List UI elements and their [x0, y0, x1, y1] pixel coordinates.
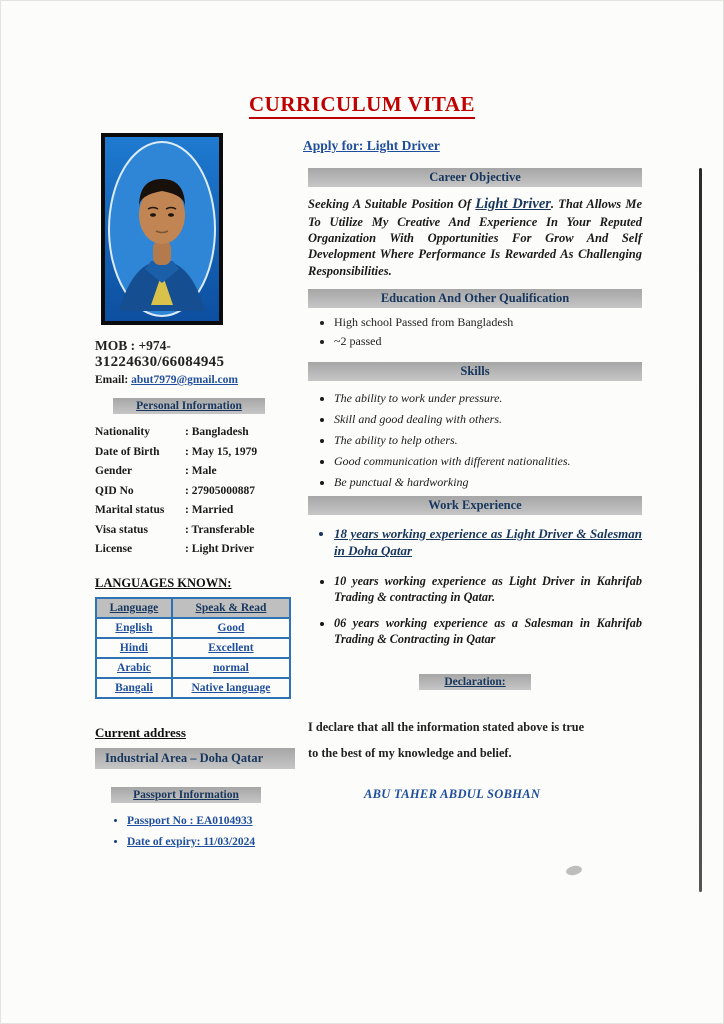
- row-label: License: [95, 543, 133, 555]
- personal-row: [95, 443, 300, 463]
- languages-col-level: Speak & Read: [172, 598, 290, 618]
- skill-item: • The ability to work under pressure.: [334, 391, 642, 406]
- skills-list: [308, 391, 642, 490]
- passport-expiry-text: Date of expiry: 11/03/2024: [127, 835, 256, 848]
- scan-artifact-smudge: [565, 864, 583, 876]
- language-name: Bangali: [96, 678, 172, 698]
- personal-info-header: [113, 398, 265, 414]
- language-name: Arabic: [96, 658, 172, 678]
- career-objective-header: Career Objective: [308, 168, 642, 187]
- portrait-photo: [101, 133, 223, 325]
- language-name: Hindi: [96, 638, 172, 658]
- work-experience-header: Work Experience: [308, 496, 642, 515]
- language-name: English: [96, 618, 172, 638]
- left-column: [95, 133, 300, 857]
- declaration-header: [419, 674, 531, 690]
- declaration-line-2: to the best of my knowledge and belief.: [308, 745, 512, 760]
- email-line: [95, 374, 300, 386]
- signature-name: ABU TAHER ABDUL SOBHAN: [364, 786, 541, 801]
- page-title-text: CURRICULUM VITAE: [249, 92, 475, 119]
- page-title: [0, 92, 724, 117]
- contact-block: [95, 338, 300, 371]
- row-label: QID No: [95, 484, 134, 497]
- language-level: Good: [172, 618, 290, 638]
- language-level: Native language: [172, 678, 290, 698]
- apply-for-line: Apply for: Light Driver: [303, 138, 440, 153]
- passport-number-text: Passport No : EA0104933: [127, 814, 253, 827]
- language-row: [96, 618, 290, 638]
- email-link[interactable]: abut7979@gmail.com: [131, 374, 238, 386]
- language-row: [96, 638, 290, 658]
- work-experience-item: • 06 years working experience as a Salesman in Kahrifab Trading & Contracting in Qatar: [334, 615, 642, 648]
- language-level: normal: [172, 658, 290, 678]
- skills-header: Skills: [308, 362, 642, 381]
- education-header: Education And Other Qualification: [308, 289, 642, 308]
- personal-info-header-text: Personal Information: [136, 400, 242, 412]
- row-value: : Transferable: [185, 523, 255, 536]
- objective-highlight: Light Driver: [475, 196, 551, 212]
- career-objective-text: [308, 195, 642, 279]
- row-value: : 27905000887: [185, 484, 255, 497]
- language-row: [96, 678, 290, 698]
- skill-item: • The ability to help others.: [334, 433, 642, 448]
- row-label: Gender: [95, 465, 133, 477]
- personal-row: [95, 423, 300, 443]
- passport-list: [95, 815, 300, 848]
- personal-row: [95, 540, 300, 560]
- languages-header-row: [96, 598, 290, 618]
- personal-row: [95, 462, 300, 482]
- declaration-line-1: I declare that all the information stated above is true: [308, 719, 585, 734]
- personal-row: [95, 521, 300, 541]
- passport-expiry-item: [127, 836, 300, 848]
- row-value: : Bangladesh: [185, 426, 249, 438]
- current-address-value: Industrial Area – Doha Qatar: [95, 748, 295, 769]
- language-level: Excellent: [172, 638, 290, 658]
- skill-item: • Skill and good dealing with others.: [334, 412, 642, 427]
- personal-row: [95, 501, 300, 521]
- passport-header-text: Passport Information: [133, 788, 239, 801]
- work-experience-highlight-list: [308, 525, 642, 560]
- declaration-header-text: Declaration:: [444, 675, 506, 688]
- row-value: : May 15, 1979: [185, 445, 258, 458]
- education-item: • High school Passed from Bangladesh: [334, 315, 642, 330]
- languages-heading: LANGUAGES KNOWN:: [95, 575, 232, 590]
- education-item: • ~2 passed: [334, 334, 642, 349]
- education-list: [308, 315, 642, 349]
- current-address-heading: Current address: [95, 724, 186, 740]
- passport-header: [111, 787, 261, 803]
- languages-col-language: Language: [96, 598, 172, 618]
- row-value: : Male: [185, 465, 217, 477]
- work-experience-list: [308, 573, 642, 648]
- work-experience-item: • 10 years working experience as Light Driver in Kahrifab Trading & contracting in Qatar.: [334, 573, 642, 606]
- row-label: Nationality: [95, 426, 150, 438]
- personal-info-table: [95, 423, 300, 560]
- scan-artifact-line: [699, 168, 702, 892]
- row-label: Date of Birth: [95, 445, 160, 458]
- mobile-number: 31224630/66084945: [95, 354, 225, 370]
- objective-after: . That Allows Me To Utilize My Creative And Experience In Your Reputed Organization With Opportunities For Grow And Self Development Where Performance Is Rewarded As Challenging Responsibilities.: [308, 197, 642, 278]
- work-experience-highlight: • 18 years working experience as Light Driver & Salesman in Doha Qatar: [334, 525, 642, 560]
- declaration-text: [308, 720, 642, 761]
- right-column: [308, 168, 642, 802]
- language-row: [96, 658, 290, 678]
- row-label: Visa status: [95, 523, 148, 536]
- row-value: : Married: [185, 504, 234, 516]
- row-label: Marital status: [95, 504, 165, 516]
- objective-before: Seeking A Suitable Position Of: [308, 197, 476, 211]
- email-label: Email:: [95, 374, 132, 386]
- mobile-label: MOB : +974-: [95, 338, 171, 353]
- personal-row: [95, 482, 300, 502]
- row-value: : Light Driver: [185, 543, 254, 555]
- skill-item: • Be punctual & hardworking: [334, 475, 642, 490]
- passport-number-item: [127, 815, 300, 827]
- languages-table: [95, 597, 291, 699]
- skill-item: • Good communication with different nationalities.: [334, 454, 642, 469]
